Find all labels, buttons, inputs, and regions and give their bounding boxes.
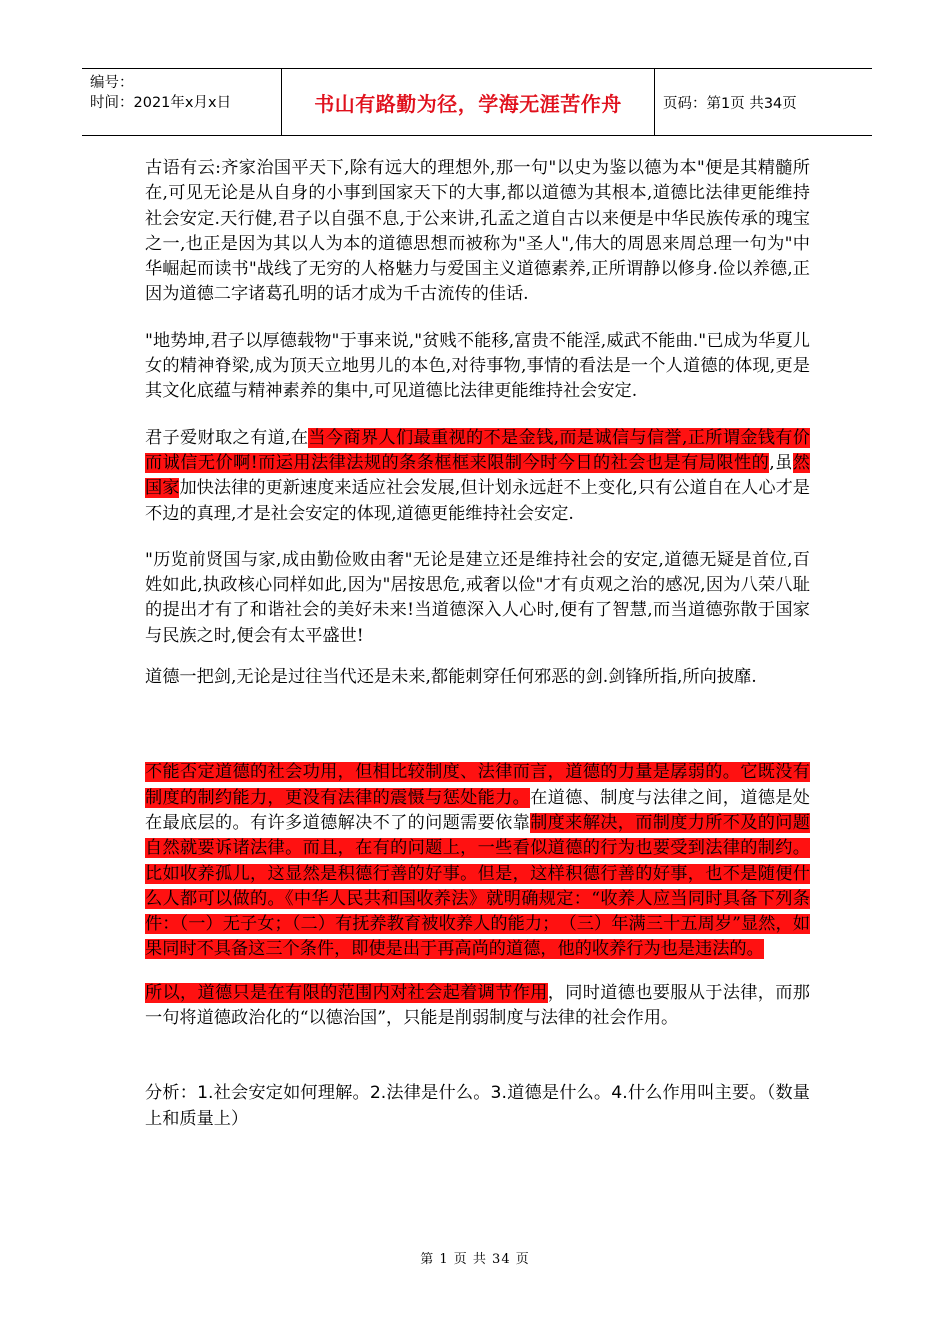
paragraph-6-text: 在道德、制度与法律之间，道德是处在最底层的。有许多道德解决不了的问题需要依靠 [145,787,810,833]
highlighted-text: 当今商界人们最重视的不是金钱,而是诚信与信誉,正所谓金钱有价而诚信无价啊!而运用法律法规的条条框框来限制今时今日的社会也是有局限性的 [145,427,810,473]
header-page-info: 页码：第1页 共34页 [663,95,797,112]
header-motto: 书山有路勤为径，学海无涯苦作舟 [282,69,655,135]
highlighted-text: 不能否定道德的社会功用，但相比较制度、法律而言，道德的力量是孱弱的。它既没有制度的制约能力，更没有法律的震慑与惩处能力。 [145,762,810,808]
paragraph-3-text: ,虽 [769,452,793,473]
paragraph-3 [145,426,810,527]
paragraph-7-text: ，同时道德也要服从于法律，而那一句将道德政治化的“以德治国”，只能是削弱制度与法律的社会作用。 [145,982,810,1029]
paragraph-6 [145,760,810,962]
document-body [145,156,810,1132]
paragraph-3-text: 君子爱财取之有道,在 [145,427,309,448]
header-info-cell [82,69,282,135]
paragraph-4: "历览前贤国与家,成由勤俭败由奢"无论是建立还是维持社会的安定,道德无疑是首位,百姓如此,执政核心同样如此,因为"居按思危,戒奢以俭"才有贞观之治的感况,因为八荣八耻的提出才有了和谐社会的美好未来!当道德深入人心时,便有了智慧,而当道德弥散于国家与民族之时,便会有太平盛世! [145,549,810,646]
document-number-label: 编号： [90,75,134,91]
highlighted-text: 所以，道德只是在有限的范围内对社会起着调节作用 [145,982,548,1003]
highlighted-text: 制度来解决，而制度力所不及的问题自然就要诉诸法律。而且，在有的问题上，一些看似道德的行为也要受到法律的制约。比如收养孤儿，这显然是积德行善的好事。但是，这样积德行善的好事，也不是随便什么人都可以做的。《中华人民共和国收养法》就明确规定：“收养人应当同时具备下列条件：（一）无子女；（二）有抚养教育被收养人的能力； （三）年满三十五周岁”显然，如果同时不具备这三个条件，即使是出于再高尚的道德，他的收养行为也是违法的。 [145,812,810,960]
paragraph-2: "地势坤,君子以厚德载物"于事来说,"贫贱不能移,富贵不能淫,威武不能曲."已成为华夏儿女的精神脊梁,成为顶天立地男儿的本色,对待事物,事情的看法是一个人道德的体现,更是其文化底蕴与精神素养的集中,可见道德比法律更能维持社会安定. [145,330,810,402]
paragraph-1: 古语有云:齐家治国平天下,除有远大的理想外,那一句"以史为鉴以德为本"便是其精髓所在,可见无论是从自身的小事到国家天下的大事,都以道德为其根本,道德比法律更能维持社会安定.天行健,君子以自强不息,于公来讲,孔孟之道自古以来便是中华民族传承的瑰宝之一,也正是因为其以人为本的道德思想而被称为"圣人",伟大的周恩来周总理一句为"中华崛起而读书"战线了无穷的人格魅力与爱国主义道德素养,正所谓静以修身.俭以养德,正因为道德二字诸葛孔明的话才成为千古流传的佳话. [145,158,810,305]
document-date-label: 时间：2021年x月x日 [90,95,232,111]
page-footer: 第 1 页 共 34 页 [420,1252,530,1267]
page-header [82,68,872,136]
analysis-note: 分析：1.社会安定如何理解。2.法律是什么。3.道德是什么。4.什么作用叫主要。（数量上和质量上） [145,1083,810,1129]
paragraph-5: 道德一把剑,无论是过往当代还是未来,都能刺穿任何邪恶的剑.剑锋所指,所向披靡. [145,667,757,688]
paragraph-3-text: 加快法律的更新速度来适应社会发展,但计划永远赶不上变化,只有公道自在人心才是不边的真理,才是社会安定的体现,道德更能维持社会安定. [145,478,810,524]
highlighted-text: 然国家 [145,452,810,499]
paragraph-7 [145,981,810,1032]
